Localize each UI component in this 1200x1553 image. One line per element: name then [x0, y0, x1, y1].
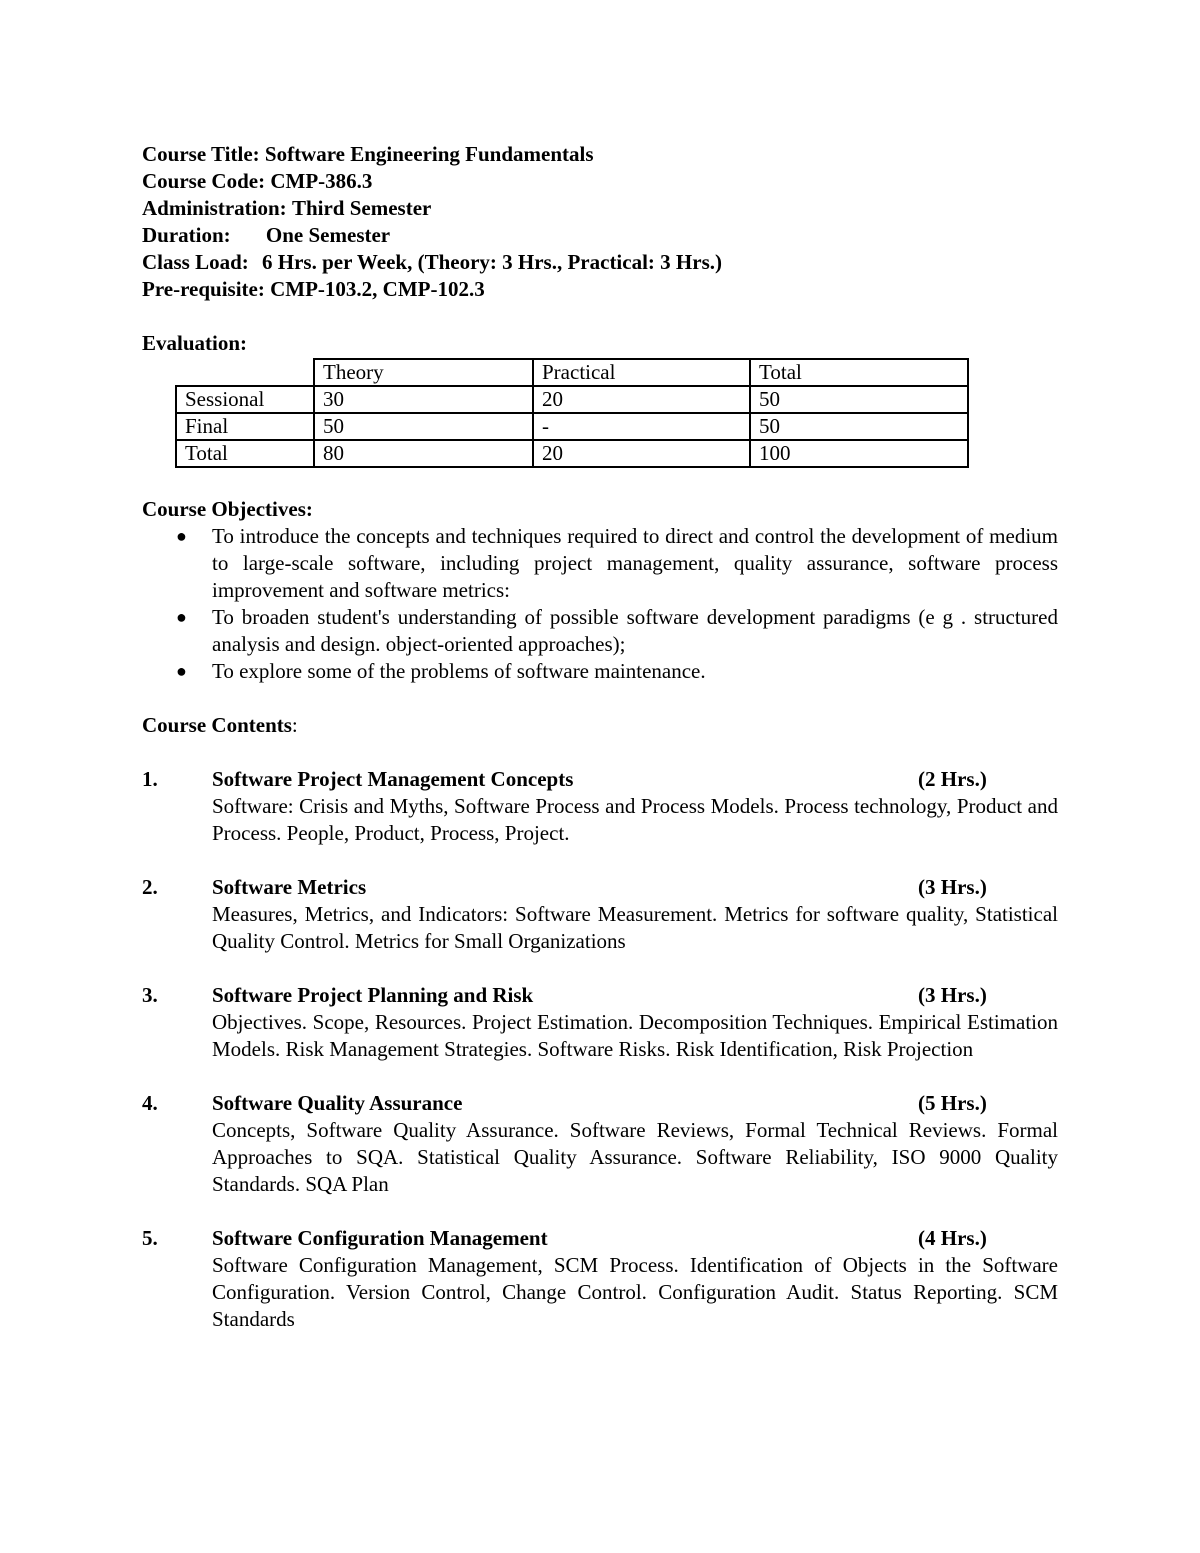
contents-heading — [142, 712, 1058, 739]
topic-description: Software: Crisis and Myths, Software Process and Process Models. Process technology, Product and Process. People, Product, Process, Project. — [212, 794, 1058, 845]
topic-hours: (4 Hrs.) — [918, 1226, 987, 1250]
evaluation-table — [175, 358, 969, 468]
evaluation-row-label: Total — [176, 440, 314, 467]
course-code-value: CMP-386.3 — [270, 169, 373, 193]
evaluation-heading: Evaluation: — [142, 331, 248, 355]
topic-hours: (2 Hrs.) — [918, 767, 987, 791]
evaluation-cell: 80 — [314, 440, 533, 467]
course-title-value: Software Engineering Fundamentals — [264, 142, 594, 166]
prerequisite-value: CMP-103.2, CMP-102.3 — [270, 277, 485, 301]
duration-value: One Semester — [265, 223, 391, 247]
objective-text: To broaden student's understanding of possible software development paradigms (e g . structured analysis and design. object-oriented approaches); — [212, 605, 1058, 656]
evaluation-cell: 20 — [533, 386, 750, 413]
topic-block — [142, 874, 1058, 955]
topic-number: 5. — [142, 1226, 158, 1250]
bullet-icon: ● — [176, 661, 187, 681]
course-title-line — [142, 141, 1058, 168]
topic-title: Software Project Planning and Risk — [212, 983, 534, 1007]
duration-line — [142, 222, 1058, 249]
topic-title: Software Configuration Management — [212, 1226, 548, 1250]
topic-block — [142, 982, 1058, 1063]
course-title-label: Course Title: — [142, 142, 260, 166]
topic-number: 2. — [142, 875, 158, 899]
topic-block — [142, 766, 1058, 847]
evaluation-row — [176, 386, 968, 413]
course-meta — [142, 141, 1058, 303]
prerequisite-line — [142, 276, 1058, 303]
topic-hours: (5 Hrs.) — [918, 1091, 987, 1115]
evaluation-column-header: Theory — [314, 359, 533, 386]
syllabus-page — [142, 141, 1058, 1333]
topic-hours: (3 Hrs.) — [918, 875, 987, 899]
topic-number: 4. — [142, 1091, 158, 1115]
evaluation-cell: 50 — [750, 386, 968, 413]
topic-block — [142, 1225, 1058, 1333]
topic-number: 1. — [142, 767, 158, 791]
topic-header — [142, 1090, 1058, 1117]
objective-text: To introduce the concepts and techniques required to direct and control the development of medium to large-scale software, including project management, quality assurance, software process improvement and software metrics: — [212, 524, 1058, 602]
administration-line — [142, 195, 1058, 222]
objectives-heading: Course Objectives: — [142, 497, 313, 521]
evaluation-row — [176, 440, 968, 467]
course-code-label: Course Code: — [142, 169, 266, 193]
topic-header — [142, 874, 1058, 901]
objective-item — [142, 604, 1058, 658]
topic-hours: (3 Hrs.) — [918, 983, 987, 1007]
evaluation-column-header: Total — [750, 359, 968, 386]
evaluation-cell: 50 — [314, 413, 533, 440]
topic-description: Measures, Metrics, and Indicators: Software Measurement. Metrics for software quality, Statistical Quality Control. Metrics for Small Organizations — [212, 902, 1058, 953]
evaluation-row-label: Final — [176, 413, 314, 440]
administration-value: Third Semester — [291, 196, 432, 220]
bullet-icon: ● — [176, 526, 187, 546]
topic-number: 3. — [142, 983, 158, 1007]
class-load-label: Class Load: — [142, 250, 249, 274]
contents-heading-colon: : — [291, 713, 298, 737]
objectives-list — [142, 523, 1058, 685]
topic-header — [142, 766, 1058, 793]
evaluation-cell: - — [533, 413, 750, 440]
duration-label: Duration: — [142, 223, 231, 247]
administration-label: Administration: — [142, 196, 287, 220]
objective-item — [142, 523, 1058, 604]
topic-description: Concepts, Software Quality Assurance. Software Reviews, Formal Technical Reviews. Formal Approaches to SQA. Statistical Quality Assurance. Software Reliability, ISO 9000 Quality Standards. SQA Plan — [212, 1118, 1058, 1196]
topic-block — [142, 1090, 1058, 1198]
topic-title: Software Quality Assurance — [212, 1091, 463, 1115]
objective-text: To explore some of the problems of software maintenance. — [212, 659, 706, 683]
class-load-value: 6 Hrs. per Week, (Theory: 3 Hrs., Practical: 3 Hrs.) — [262, 250, 722, 274]
evaluation-row — [176, 413, 968, 440]
bullet-icon: ● — [176, 607, 187, 627]
prerequisite-label: Pre-requisite: — [142, 277, 265, 301]
topic-header — [142, 1225, 1058, 1252]
topic-description: Objectives. Scope, Resources. Project Estimation. Decomposition Techniques. Empirical Estimation Models. Risk Management Strategies. Software Risks. Risk Identification, Risk Projection — [212, 1010, 1058, 1061]
evaluation-cell: 30 — [314, 386, 533, 413]
evaluation-cell: 50 — [750, 413, 968, 440]
topic-description: Software Configuration Management, SCM Process. Identification of Objects in the Software Configuration. Version Control, Change Control. Configuration Audit. Status Reporting. SCM Standards — [212, 1253, 1058, 1331]
contents-heading-text: Course Contents — [142, 713, 292, 737]
evaluation-cell: 20 — [533, 440, 750, 467]
evaluation-cell: 100 — [750, 440, 968, 467]
topic-title: Software Metrics — [212, 875, 367, 899]
topic-title: Software Project Management Concepts — [212, 767, 574, 791]
evaluation-corner-cell — [176, 359, 314, 386]
class-load-line — [142, 249, 1058, 276]
evaluation-row-label: Sessional — [176, 386, 314, 413]
evaluation-column-header: Practical — [533, 359, 750, 386]
topic-header — [142, 982, 1058, 1009]
objective-item — [142, 658, 1058, 685]
evaluation-header-row — [176, 359, 968, 386]
course-code-line — [142, 168, 1058, 195]
